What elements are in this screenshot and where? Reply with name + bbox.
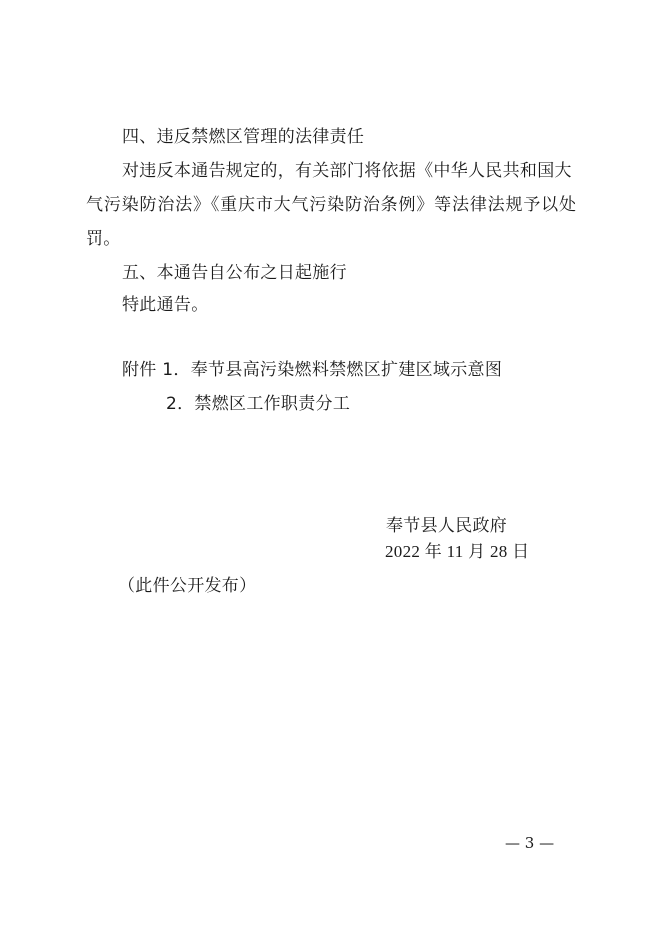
attachment-item-1: 附件 1．奉节县高污染燃料禁燃区扩建区域示意图 xyxy=(122,360,503,380)
section-body-line-2: 气污染防治法》《重庆市大气污染防治条例》等法律法规予以处 xyxy=(86,195,576,215)
issuer-name: 奉节县人民政府 xyxy=(386,516,508,536)
closing-statement: 特此通告。 xyxy=(122,295,209,315)
section-heading-legal-liability: 四、违反禁燃区管理的法律责任 xyxy=(122,127,365,147)
page-number: — 3 — xyxy=(505,834,555,852)
section-heading-effective-date: 五、本通告自公布之日起施行 xyxy=(122,263,347,283)
section-body-line-1: 对违反本通告规定的，有关部门将依据《中华人民共和国大 xyxy=(122,161,572,181)
section-body-line-3: 罚。 xyxy=(86,229,121,249)
attachment-item-2: 2．禁燃区工作职责分工 xyxy=(166,394,351,414)
disclosure-note: （此件公开发布） xyxy=(118,576,257,596)
issue-date: 2022 年 11 月 28 日 xyxy=(385,542,530,561)
